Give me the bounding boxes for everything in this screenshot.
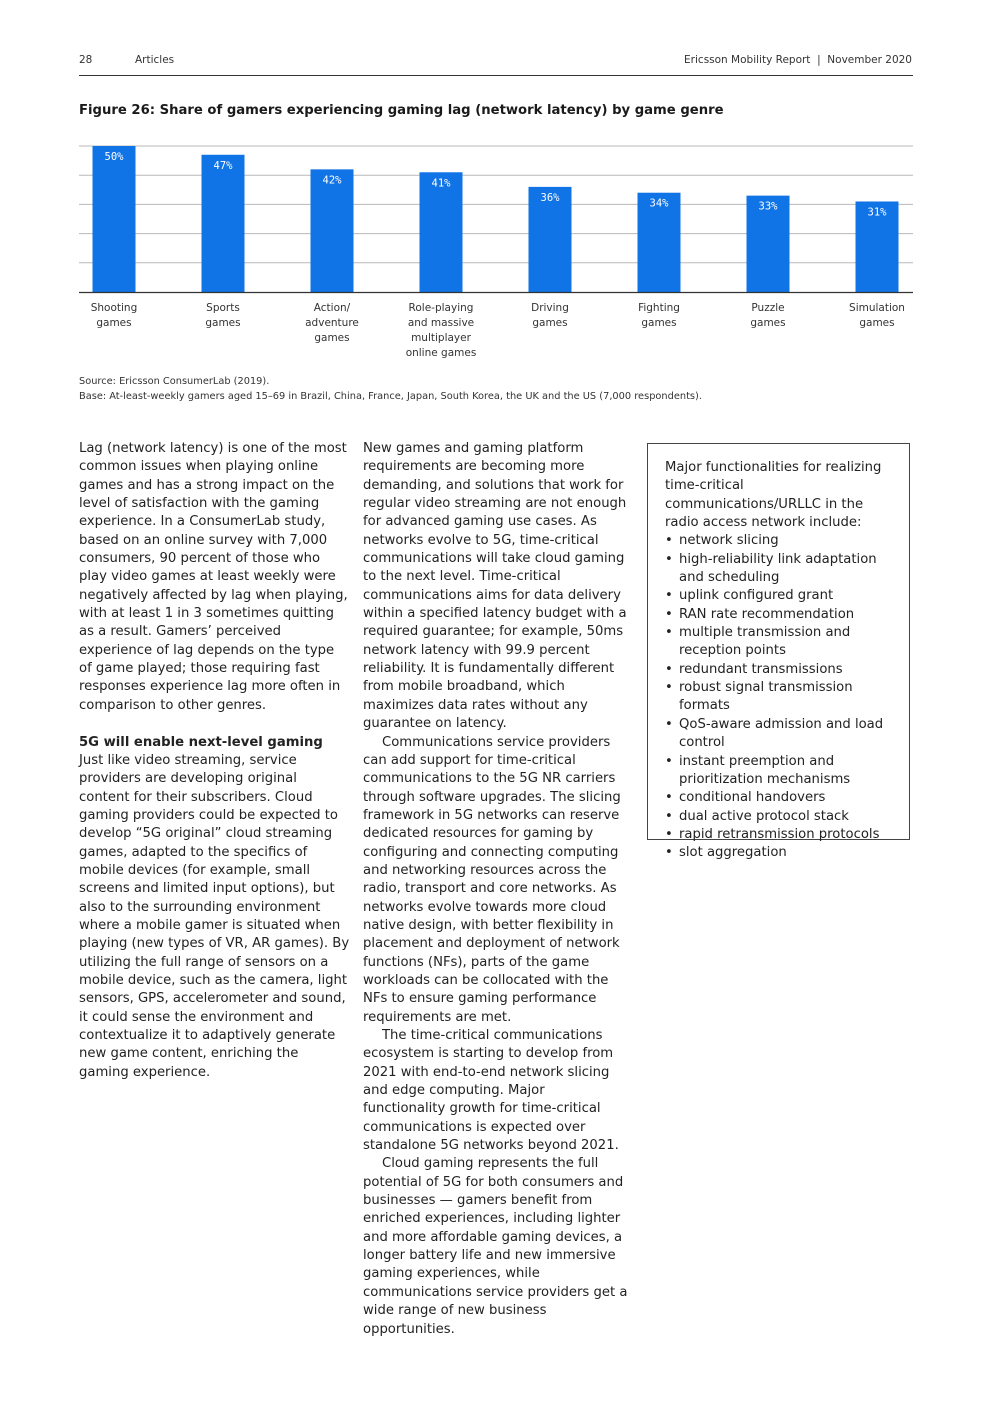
category-label: Puzzle	[751, 302, 785, 314]
figure-base: Base: At-least-weekly gamers aged 15–69 in Brazil, China, France, Japan, South Korea, the UK and the US (7,000 respondents).	[79, 391, 702, 402]
section-label: Articles	[135, 54, 175, 66]
category-label: games	[532, 317, 568, 329]
category-label: adventure	[305, 317, 359, 329]
list-item: • dual active protocol stack	[665, 808, 899, 826]
paragraph-4: Cloud gaming represents the full potential of 5G for both consumers and businesses — gamers benefit from enriched experiences, including lighter and more affordable gaming devices, a longer battery life and new immersive gaming experiences, while communications service providers get a wide range of new business opportunities.	[363, 1156, 628, 1337]
paragraph-2: Communications service providers can add support for time-critical communications to the 5G NR carriers through software upgrades. The slicing framework in 5G networks can reserve dedicated resources for gaming by configuring and connecting computing and networking resources across the radio, transport and core networks. As networks evolve towards more cloud native design, with better flexibility in placement and deployment of network functions (NFs), parts of the game workloads can be collocated with the NFs to ensure gaming performance requirements are met.	[363, 734, 621, 1025]
article-column-1	[79, 440, 351, 1082]
bar-value-label: 42%	[322, 174, 342, 187]
list-item: • redundant transmissions	[665, 661, 899, 679]
category-label: games	[205, 317, 241, 329]
bar	[93, 146, 136, 292]
figure-title: Figure 26: Share of gamers experiencing gaming lag (network latency) by game genre	[79, 103, 724, 118]
list-item: • uplink configured grant	[665, 587, 899, 605]
list-item: • instant preemption and prioritization mechanisms	[665, 753, 899, 790]
bar-value-label: 36%	[540, 191, 560, 204]
category-label: games	[859, 317, 895, 329]
list-item: • network slicing	[665, 532, 899, 550]
category-label: Action/	[313, 302, 351, 314]
figure-source: Source: Ericsson ConsumerLab (2019).	[79, 376, 270, 387]
category-label: games	[96, 317, 132, 329]
category-label: multiplayer	[411, 332, 471, 344]
category-label: games	[314, 332, 350, 344]
list-item: • high-reliability link adaptation and scheduling	[665, 551, 899, 588]
paragraph-1: New games and gaming platform requirements are becoming more demanding, and solutions that work for regular video streaming are not enough for advanced gaming use cases. As networks evolve to 5G, time-critical communications will take cloud gaming to the next level. Time-critical communications aims for data delivery within a specified latency budget with a required guarantee; for example, 50ms network latency with 99.9 percent reliability. It is fundamentally different from mobile broadband, which maximizes data rates without any guarantee on latency.	[363, 441, 627, 732]
header-rule	[79, 75, 913, 76]
body-paragraph: Just like video streaming, service providers are developing original content for their subscribers. Cloud gaming providers could be expected to develop “5G original” cloud streaming games, adapted to the specifics of mobile devices (for example, small screens and limited input options), but also to the surrounding environment where a mobile gamer is situated when playing (new types of VR, AR games). By utilizing the full range of sensors on a mobile device, such as the camera, light sensors, GPS, accelerometer and sound, it could sense the environment and contextualize it to adaptively generate new game content, enriching the gaming experience.	[79, 752, 350, 1080]
category-label: online games	[405, 347, 477, 359]
list-item: • rapid retransmission protocols	[665, 826, 899, 844]
bar	[311, 169, 354, 292]
category-label: Fighting	[638, 302, 680, 314]
category-label: games	[750, 317, 786, 329]
list-item: • slot aggregation	[665, 844, 899, 862]
list-item: • RAN rate recommendation	[665, 606, 899, 624]
category-label: Simulation	[849, 302, 905, 314]
box-intro: Major functionalities for realizing time-critical communications/URLLC in the radio access network include:	[665, 460, 882, 531]
bar-value-label: 33%	[758, 200, 778, 213]
intro-paragraph: Lag (network latency) is one of the most common issues when playing online games and has a strong impact on the level of satisfaction with the gaming experience. In a ConsumerLab study, based on an online survey with 7,000 consumers, 90 percent of those who play video games at least weekly were negatively affected by lag when playing, with at least 1 in 3 sometimes quitting as a result. Gamers’ perceived experience of lag depends on the type of game played; those requiring fast responses experience lag more often in comparison to other genres.	[79, 441, 348, 713]
category-label: Sports	[206, 302, 240, 314]
functionality-list	[665, 532, 899, 862]
category-label: Shooting	[90, 302, 138, 314]
list-item: • conditional handovers	[665, 789, 899, 807]
bar-chart	[79, 140, 913, 365]
paragraph-3: The time-critical communications ecosystem is starting to develop from 2021 with end-to-end network slicing and edge computing. Major functionality growth for time-critical communications is expected over standalone 5G networks beyond 2021.	[363, 1028, 619, 1154]
bar-value-label: 34%	[649, 197, 669, 210]
page-number: 28	[79, 54, 93, 66]
list-item: • multiple transmission and reception points	[665, 624, 899, 661]
bar-value-label: 50%	[104, 151, 124, 163]
category-label: Driving	[531, 302, 569, 314]
publication-title: Ericsson Mobility Report | November 2020	[684, 54, 912, 66]
category-label: Role-playing	[408, 302, 474, 314]
category-label: and massive	[407, 317, 475, 329]
bar-value-label: 47%	[213, 159, 233, 172]
list-item: • QoS-aware admission and load control	[665, 716, 899, 753]
bar	[202, 155, 245, 292]
category-label: games	[641, 317, 677, 329]
section-subheading: 5G will enable next-level gaming	[79, 734, 323, 750]
bar-value-label: 31%	[867, 206, 887, 219]
functionalities-box	[647, 443, 910, 861]
bar-value-label: 41%	[431, 177, 451, 190]
article-column-2	[363, 440, 629, 1339]
list-item: • robust signal transmission formats	[665, 679, 899, 716]
bar	[420, 172, 463, 292]
